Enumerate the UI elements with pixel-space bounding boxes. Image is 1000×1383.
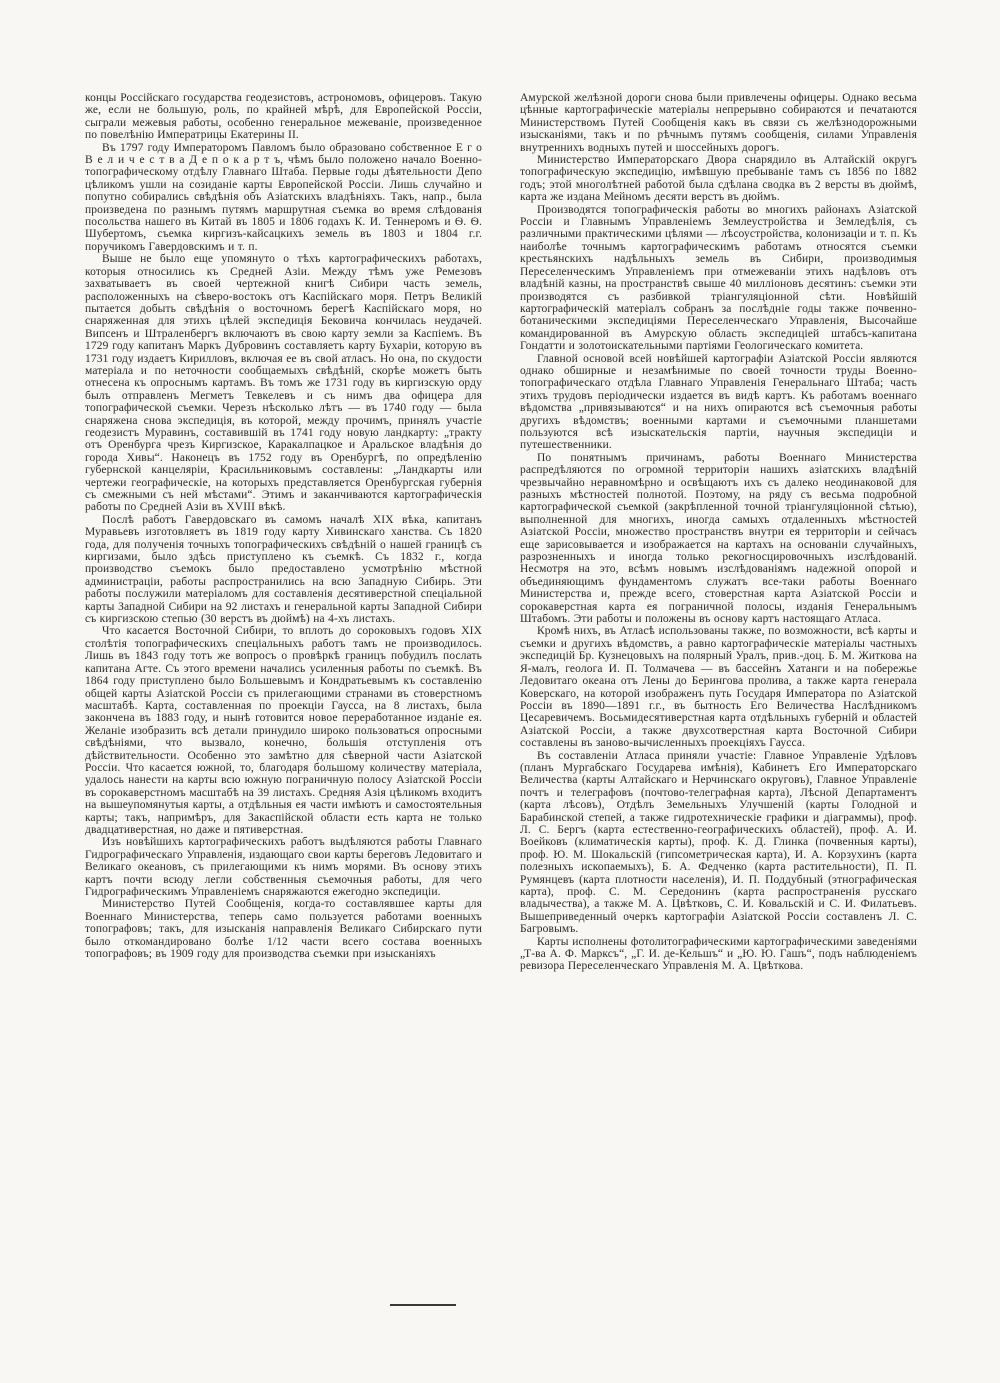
right-column bbox=[520, 92, 917, 973]
paragraph: Въ 1797 году Императоромъ Павломъ было образовано собственное Е г о В е л и ч е с т в а Д е п о к а р т ъ, чѣмъ было положено начало Военно-топографическому отдѣлу Главнаго Штаба. Первые годы дѣятельности Депо цѣликомъ ушли на созиданіе карты Европейской Россіи. Лишь случайно и попутно собирались свѣдѣнія объ Азіатскихъ владѣніяхъ. Такъ, напр., была произведена по разнымъ путямъ маршрутная съемка во время слѣдованія посольства нашего въ Китай въ 1805 и 1806 годахъ К. И. Теннеромъ и Ѳ. Ѳ. Шубертомъ, съемка киргизъ-кайсацкихъ земель въ 1803 и 1804 г.г. поручикомъ Гавердовскимъ и т. п. bbox=[85, 141, 482, 253]
end-rule bbox=[390, 1304, 456, 1306]
paragraph: Министерство Путей Сообщенія, когда-то составлявшее карты для Военнаго Министерства, теперь само пользуется работами военныхъ топографовъ; такъ, для изысканія направленія Великаго Сибирскаго пути было откомандировано болѣе 1/12 части всего состава военныхъ топографовъ; въ 1909 году для производства съемки при изысканіяхъ bbox=[85, 898, 482, 961]
paragraph: Что касается Восточной Сибири, то вплоть до сороковыхъ годовъ XIX столѣтія топографическихъ спеціальныхъ работъ тамъ не производилось. Лишь въ 1843 году тотъ же вопросъ о провѣркѣ границъ побудилъ послать капитана Агте. Съ этого времени начались усиленныя работы по съемкѣ. Въ 1864 году приступлено было Большевымъ и Кондратьевымъ къ составленію общей карты Азіатской Россіи съ прилегающими странами въ стоверстномъ масштабѣ. Карта, составленная по проекціи Гаусса, на 8 листахъ, была закончена въ 1883 году, и нынѣ готовится новое переработанное изданіе ея. Желаніе изобразить всѣ детали принудило широко пользоваться опросными свѣдѣніями, что вызвало, конечно, большія отступленія отъ дѣйствительности. Особенно это замѣтно для сѣверной части Азіатской Россіи. Что касается южной, то, благодаря большому количеству матеріала, удалось нанести на карты всю южную пограничную полосу Азіатской Россіи въ сорокаверстномъ масштабѣ на 39 листахъ. Средняя Азія цѣликомъ входитъ на вышеупомянутыя карты, а отдѣльныя ея части имѣютъ и самостоятельныя карты; такъ, напримѣръ, для Закаспійской области есть карта не только двадцативерстная, но даже и пятиверстная. bbox=[85, 625, 482, 836]
paragraph: концы Россійскаго государства геодезистовъ, астрономовъ, офицеровъ. Такую же, если не большую, роль, по крайней мѣрѣ, для Европейской Россіи, сыграли межевыя работы, особенно генеральное межеваніе, произведенное по повелѣнію Императрицы Екатерины II. bbox=[85, 92, 482, 142]
paragraph: Производятся топографическія работы во многихъ районахъ Азіатской Россіи и Главнымъ Управленіемъ Землеустройства и Земледѣлія, съ различными практическими цѣлями — лѣсоустройства, колонизаціи и т. п. Къ наиболѣе точнымъ картографическимъ работамъ относятся съемки крестьянскихъ надѣльныхъ земель въ Сибири, производимыя Переселенческимъ Управленіемъ при отмежеваніи этихъ надѣловъ отъ владѣній казны, на пространствѣ свыше 40 милліоновъ десятинъ: съемки эти производятся съ разбивкой тріангуляціонной сѣти. Новѣйшій картографическій матеріалъ собранъ за послѣдніе годы также почвенно-ботаническими экспедиціями Переселенческаго Управленія, Высочайше командированной въ Амурскую область экспедиціей штабсъ-капитана Гондатти и золотоискательными партіями Геологическаго комитета. bbox=[520, 203, 917, 353]
paragraph: Амурской желѣзной дороги снова были привлечены офицеры. Однако весьма цѣнные картографическіе матеріалы непрерывно собираются и печатаются Министерствомъ Путей Сообщенія какъ въ связи съ желѣзнодорожными изысканіями, такъ и по рѣчнымъ путямъ сообщенія, силами Управленія внутреннихъ водныхъ путей и шоссейныхъ дорогъ. bbox=[520, 92, 917, 154]
paragraph: Изъ новѣйшихъ картографическихъ работъ выдѣляются работы Главнаго Гидрографическаго Управленія, издающаго свои карты береговъ Ледовитаго и Великаго океановъ, съ прилегающими къ нимъ морями. Въ основу этихъ картъ почти всюду легли собственныя съемочныя работы, для чего Гидрографическимъ Управленіемъ снаряжаются ежегодно экспедиціи. bbox=[85, 836, 482, 898]
text-columns bbox=[85, 92, 916, 973]
paragraph: Карты исполнены фотолитографическими картографическими заведеніями „Т-ва А. Ф. Марксъ“, „Г. И. де-Кельшъ“ и „Ю. Ю. Гашъ“, подъ наблюденіемъ ревизора Переселенческаго Управленія М. А. Цвѣткова. bbox=[520, 935, 917, 973]
paragraph: По понятнымъ причинамъ, работы Военнаго Министерства распредѣляются по огромной территоріи нашихъ азіатскихъ владѣній чрезвычайно неравномѣрно и освѣщаютъ ихъ съ далеко неодинаковой для разныхъ мѣстностей полнотой. Поэтому, на ряду съ весьма подробной картографической съемкой (закрѣпленной точной тріангуляціонной сѣтью), выполненной для многихъ, иногда самыхъ отдаленныхъ мѣстностей Азіатской Россіи, множество пространствъ внутри ея территоріи и сейчасъ еще зарисовывается и изображается на картахъ на основаніи случайныхъ, разрозненныхъ и иногда только рекогносцировочныхъ изслѣдованій. Несмотря на это, всѣмъ новымъ изслѣдованіямъ надежной опорой и объединяющимъ фундаментомъ служатъ все-таки работы Военнаго Министерства и, прежде всего, стоверстная карта Азіатской Россіи и сорокаверстная карта ея пограничной полосы, изданія Генеральнымъ Штабомъ. Эти работы и положены въ основу картъ настоящаго Атласа. bbox=[520, 451, 917, 626]
paragraph: Послѣ работъ Гавердовскаго въ самомъ началѣ XIX вѣка, капитанъ Муравьевъ изготовляетъ въ 1819 году карту Хивинскаго ханства. Съ 1820 года, для полученія точныхъ топографическихъ свѣдѣній о нашей границѣ съ киргизами, было здѣсь приступлено къ съемкѣ. Съ 1832 г., когда производство съемокъ было предоставлено усмотрѣнію мѣстной администраціи, работы распространились на всю Западную Сибирь. Эти работы послужили матеріаломъ для составленія десятиверстной спеціальной карты Западной Сибири на 92 листахъ и генеральной карты Западной Сибири съ киргизскою степью (30 верстъ въ дюймѣ) на 4-хъ листахъ. bbox=[85, 513, 482, 626]
paragraph: Кромѣ нихъ, въ Атласѣ использованы также, по возможности, всѣ карты и съемки и другихъ вѣдомствъ, а равно картографическіе матеріалы частныхъ экспедицій Бр. Кузнецовыхъ на полярный Уралъ, прив.-доц. Б. М. Житкова на Я-малъ, геолога И. П. Толмачева — въ бассейнъ Хатанги и на побережье Ледовитаго океана отъ Лены до Берингова пролива, а также карта генерала Коверскаго, на которой изображенъ путь Государя Императора по Азіатской Россіи въ 1890—1891 г.г., въ бытность Его Величества Наслѣдникомъ Цесаревичемъ. Восьмидесятиверстная карта отдѣльныхъ губерній и областей Азіатской Россіи, а также двухсотверстная карта Восточной Сибири составлены въ заново-вычисленныхъ проекціяхъ Гаусса. bbox=[520, 625, 917, 750]
paragraph: Министерство Императорскаго Двора снарядило въ Алтайскій округъ топографическую экспедицію, имѣвшую пребываніе тамъ съ 1856 по 1882 годъ; этой многолѣтней работой была сдѣлана сводка въ 2 версты въ дюймѣ, карта же издана Мейномъ десяти верстъ въ дюймъ. bbox=[520, 154, 917, 204]
left-column bbox=[85, 92, 482, 973]
paragraph: Главной основой всей новѣйшей картографіи Азіатской Россіи являются однако обширные и незамѣнимые по своей точности труды Военно-топографическаго отдѣла Главнаго Управленія Генеральнаго Штаба; часть этихъ трудовъ періодически издается въ видѣ картъ. Къ работамъ военнаго вѣдомства „привязываются“ и на нихъ опираются всѣ съемочныя работы другихъ вѣдомствъ; военными картами и съемочными планшетами пользуются всѣ изыскательскія партіи, научныя экспедиціи и путешественники. bbox=[520, 352, 917, 452]
paragraph: Въ составленіи Атласа приняли участіе: Главное Управленіе Удѣловъ (планъ Мургабскаго Государева имѣнія), Кабинетъ Его Императорскаго Величества (карты Алтайскаго и Нерчинскаго округовъ), Главное Управленіе почтъ и телеграфовъ (почтово-телеграфная карта), Лѣсной Департаментъ (карта лѣсовъ), Отдѣлъ Земельныхъ Улучшеній (карты Голодной и Барабинской степей, а также гидротехническіе графики и діаграммы), проф. Л. С. Бергъ (карта естественно-географическихъ областей), проф. А. И. Воейковъ (климатическія карты), проф. К. Д. Глинка (почвенныя карты), проф. Ю. М. Шокальскій (гипсометрическая карта), И. А. Корзухинъ (карта полезныхъ ископаемыхъ), Б. А. Федченко (карта растительности), П. П. Румянцевъ (карта плотности населенія), И. П. Поддубный (этнографическая карта), проф. С. М. Середонинъ (карта распространенія русскаго владычества), а также М. А. Цвѣтковъ, С. И. Ковальскій и С. И. Филатьевъ. Вышеприведенный очеркъ картографіи Азіатской Россіи составленъ Л. С. Багровымъ. bbox=[520, 749, 917, 936]
paragraph: Выше не было еще упомянуто о тѣхъ картографическихъ работахъ, которыя относились къ Средней Азіи. Между тѣмъ уже Ремезовъ захватываетъ въ своей чертежной книгѣ Сибири часть земель, расположенныхъ на сѣверо-востокъ отъ Каспійскаго моря. Петръ Великій пытается добыть свѣдѣнія о восточномъ берегѣ Каспійскаго моря, но снаряженная для этихъ цѣлей экспедиція Бековича кончилась неудачей. Випсенъ и Штраленбергъ включаютъ въ свою карту земли за Каспіемъ. Въ 1729 году капитанъ Маркъ Дубровинъ составляетъ карту Бухаріи, которую въ 1731 году издаетъ Кирилловъ, включая ее въ свой атласъ. Но она, по скудости матеріала и по неточности сообщаемыхъ свѣдѣній, скорѣе можетъ быть отнесена къ опроснымъ картамъ. Въ томъ же 1731 году въ киргизскую орду былъ отправленъ Мегметъ Тевкелевъ и съ нимъ два офицера для топографической съемки. Черезъ нѣсколько лѣтъ — въ 1740 году — была снаряжена снова экспедиція, въ которой, между прочимъ, принялъ участіе геодезистъ Муравинъ, составившій въ 1741 году новую ландкарту: „тракту отъ Оренбурга чрезъ Киргизское, Каракалпацкое и Аральское владѣнія до города Хивы“. Наконецъ въ 1752 году въ Оренбургѣ, по опредѣленію губернской канцеляріи, Красильниковымъ составлены: „Ландкарты или чертежи географическіе, на которыхъ представляется Оренбургская губернія съ смежными съ ней мѣстами“. Этимъ и заканчиваются картографическія работы по Средней Азіи въ XVIII вѣкѣ. bbox=[85, 253, 482, 514]
